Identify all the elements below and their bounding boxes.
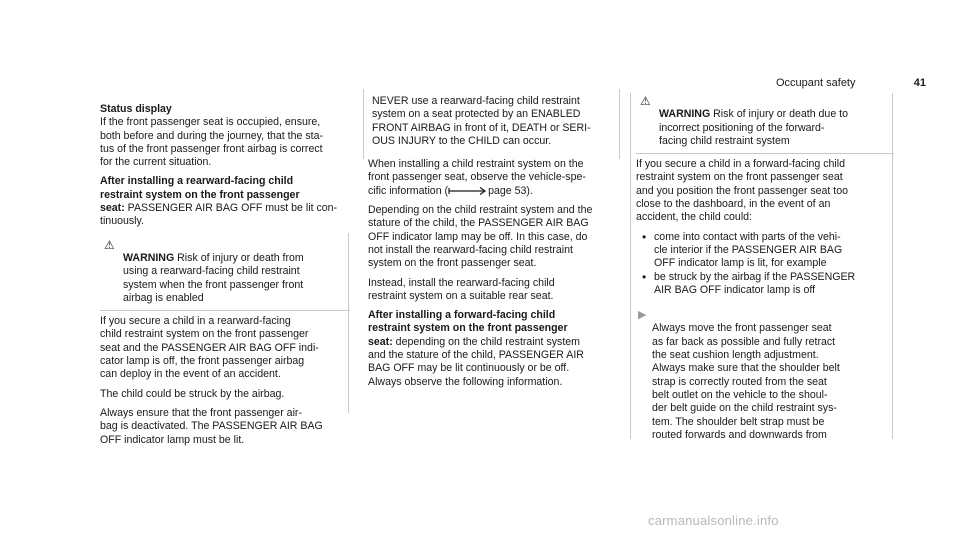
after-forward-block	[368, 309, 620, 389]
warning-header	[100, 239, 350, 305]
after-forward-text: depending on the child restraint system and the stature of the child, PASSENGER AIR BAG OFF may be lit continuously or be off. Always observe the following information.	[368, 335, 584, 388]
column-middle	[368, 95, 620, 395]
warning-triangle-icon: ⚠	[640, 94, 651, 108]
page-number: 41	[913, 77, 926, 89]
status-display-text: If the front passenger seat is occupied, ensure, both before and during the journey, that the sta- tus of the front passenger front airbag is correct for the current situation.	[100, 116, 324, 169]
list-item: • be struck by the airbag if the PASSENGER AIR BAG OFF indicator lamp is off	[636, 271, 894, 298]
warning-box-airbag-enabled	[100, 239, 350, 447]
never-note	[368, 95, 620, 148]
warning-right-rule	[892, 93, 893, 439]
warning-paragraph: The child could be struck by the airbag.	[100, 387, 285, 400]
warning-title: Risk of injury or death due to incorrect positioning of the forward- facing child restraint system	[659, 108, 848, 147]
warning-body	[100, 311, 350, 447]
instruction-text: Always move the front passenger seat as far back as possible and fully retract the seat cushion length adjustment. Always make sure that the shoulder belt strap is correctly routed from the seat belt outlet on the vehicle to the shoul- der belt guide on the child restraint sys- tem. The shoulder belt strap must be routed forwards and downwards from	[652, 322, 840, 441]
page-reference-link[interactable]: page 53	[488, 184, 527, 197]
after-rear-text: PASSENGER AIR BAG OFF must be lit con- tinuously.	[100, 202, 338, 228]
section-title: Occupant safety	[776, 77, 856, 89]
instead-text: Instead, install the rearward-facing child restraint system on a suitable rear seat.	[368, 276, 555, 302]
footer-watermark: carmanualsonline.info	[648, 513, 779, 528]
note-rule-left	[363, 89, 364, 159]
warning-box-forward-facing	[636, 95, 894, 442]
status-display-block	[100, 103, 350, 169]
page-reference-arrow-icon	[448, 186, 488, 196]
never-text: NEVER use a rearward-facing child restraint system on a seat protected by an ENABLED FRONT AIRBAG in front of it, DEATH or SERI- OUS INJURY to the CHILD can occur.	[372, 95, 591, 147]
instruction-step	[636, 309, 894, 442]
depending-text: Depending on the child restraint system and the stature of the child, the PASSENGER AIR BAG OFF indicator lamp may be off. In this case, do not install the rearward-facing child restraint system on the front passenger seat.	[368, 204, 593, 270]
warning-triangle-icon: ⚠	[104, 237, 115, 252]
column-right	[636, 95, 894, 442]
warning-paragraph: If you secure a child in a forward-facing child restraint system on the front passenger seat and you position the front passenger seat too close to the dashboard, in the event of an accident, the child could:	[636, 158, 849, 224]
warning-title: Risk of injury or death from using a rearward-facing child restraint system when the front passenger front airbag is enabled	[123, 251, 304, 304]
list-item: • come into contact with parts of the vehi- cle interior if the PASSENGER AIR BAG OFF indicator lamp is lit, for example	[636, 231, 894, 271]
warning-label: WARNING	[123, 251, 175, 264]
warning-header	[636, 95, 894, 148]
warning-body	[636, 154, 894, 442]
note-rule-right	[619, 89, 620, 159]
play-arrow-icon: ▶	[638, 309, 647, 322]
column-left	[100, 103, 350, 453]
when-installing-text: When installing a child restraint system on the front passenger seat, observe the vehicle-spe- cific information ( page 53).	[368, 158, 586, 197]
after-rear-block	[100, 175, 350, 228]
warning-paragraph: Always ensure that the front passenger air- bag is deactivated. The PASSENGER AIR BAG OFF indicator lamp must be lit.	[100, 406, 323, 446]
warning-left-rule	[630, 93, 631, 439]
warning-paragraph: If you secure a child in a rearward-facing child restraint system on the front passenger seat and the PASSENGER AIR BAG OFF indi- cator lamp is off, the front passenger airbag can deploy in the event of an accident.	[100, 315, 319, 381]
after-rear-heading: After installing a rearward-facing child restraint system on the front passenger seat:	[100, 175, 300, 215]
status-display-heading: Status display	[100, 103, 172, 115]
warning-label: WARNING	[659, 108, 711, 121]
warning-bullet-list	[636, 231, 894, 297]
after-forward-heading: After installing a forward-facing child restraint system on the front passenger seat:	[368, 309, 568, 348]
warning-right-rule	[348, 233, 349, 413]
